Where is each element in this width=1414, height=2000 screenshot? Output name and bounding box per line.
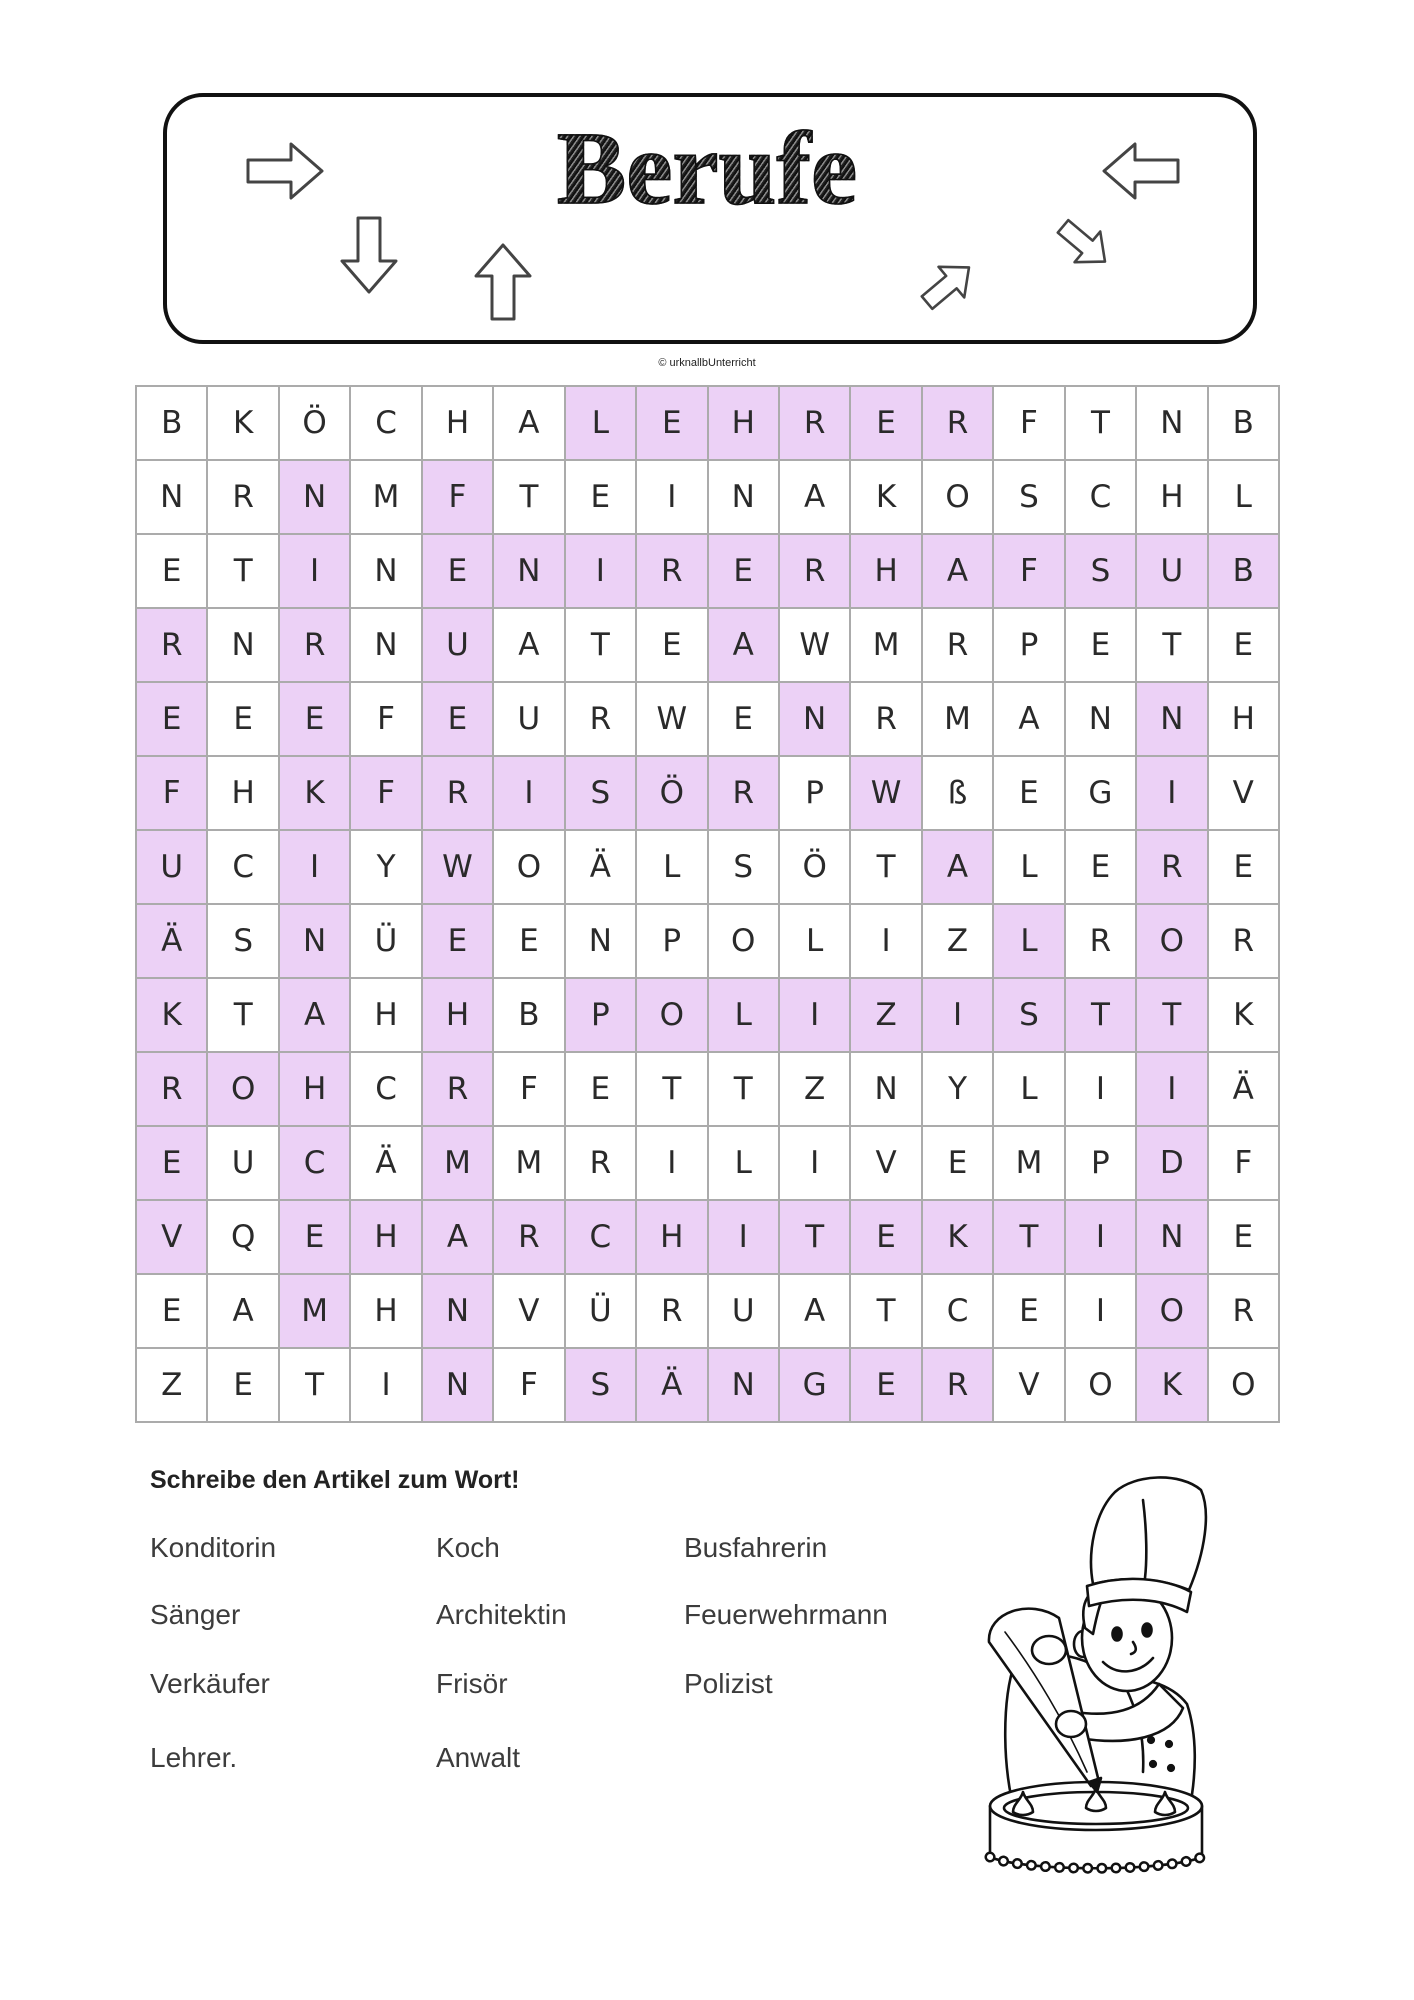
grid-cell: F: [137, 757, 208, 831]
grid-cell: E: [137, 1275, 208, 1349]
grid-cell: E: [280, 683, 351, 757]
grid-cell: E: [208, 683, 279, 757]
grid-cell: P: [1066, 1127, 1137, 1201]
grid-cell: W: [780, 609, 851, 683]
grid-cell: S: [994, 979, 1065, 1053]
grid-cell: V: [494, 1275, 565, 1349]
grid-cell: R: [280, 609, 351, 683]
word-item: Verkäufer: [150, 1668, 270, 1699]
grid-cell: Z: [780, 1053, 851, 1127]
grid-cell: O: [1137, 1275, 1208, 1349]
grid-cell: W: [851, 757, 922, 831]
word-item: Koch: [436, 1532, 500, 1563]
grid-cell: Ä: [566, 831, 637, 905]
grid-cell: E: [923, 1127, 994, 1201]
grid-cell: P: [780, 757, 851, 831]
word-item: Lehrer.: [150, 1742, 238, 1773]
grid-cell: N: [423, 1349, 494, 1423]
grid-cell: K: [1209, 979, 1280, 1053]
grid-cell: A: [923, 831, 994, 905]
grid-cell: U: [709, 1275, 780, 1349]
grid-cell: T: [709, 1053, 780, 1127]
grid-cell: T: [637, 1053, 708, 1127]
grid-cell: T: [1137, 979, 1208, 1053]
grid-cell: K: [923, 1201, 994, 1275]
grid-cell: Ä: [351, 1127, 422, 1201]
grid-cell: U: [423, 609, 494, 683]
word-item: Feuerwehrmann: [684, 1599, 888, 1630]
letter-grid: [135, 385, 1280, 1423]
grid-cell: H: [709, 387, 780, 461]
grid-cell: S: [709, 831, 780, 905]
grid-cell: E: [137, 535, 208, 609]
grid-cell: T: [994, 1201, 1065, 1275]
grid-cell: I: [851, 905, 922, 979]
grid-cell: E: [1066, 609, 1137, 683]
grid-cell: E: [1066, 831, 1137, 905]
grid-cell: E: [851, 387, 922, 461]
grid-cell: O: [1137, 905, 1208, 979]
grid-cell: E: [637, 609, 708, 683]
grid-cell: A: [494, 609, 565, 683]
grid-cell: K: [137, 979, 208, 1053]
grid-cell: R: [423, 1053, 494, 1127]
grid-cell: F: [494, 1349, 565, 1423]
grid-cell: Y: [351, 831, 422, 905]
grid-cell: S: [566, 1349, 637, 1423]
grid-cell: I: [566, 535, 637, 609]
grid-cell: T: [1066, 387, 1137, 461]
grid-cell: E: [566, 1053, 637, 1127]
grid-cell: R: [1209, 1275, 1280, 1349]
grid-cell: O: [494, 831, 565, 905]
grid-cell: I: [280, 831, 351, 905]
grid-cell: S: [994, 461, 1065, 535]
grid-cell: A: [423, 1201, 494, 1275]
grid-cell: N: [423, 1275, 494, 1349]
grid-cell: N: [709, 461, 780, 535]
grid-cell: B: [1209, 535, 1280, 609]
grid-cell: A: [780, 461, 851, 535]
grid-cell: R: [923, 387, 994, 461]
grid-cell: I: [637, 461, 708, 535]
grid-cell: A: [709, 609, 780, 683]
grid-cell: H: [208, 757, 279, 831]
grid-cell: N: [280, 461, 351, 535]
grid-cell: V: [994, 1349, 1065, 1423]
grid-cell: Ö: [637, 757, 708, 831]
grid-cell: F: [351, 757, 422, 831]
grid-cell: E: [494, 905, 565, 979]
grid-cell: N: [137, 461, 208, 535]
arrow-down-icon: [338, 215, 400, 295]
grid-cell: V: [851, 1127, 922, 1201]
grid-cell: H: [423, 387, 494, 461]
grid-cell: K: [1137, 1349, 1208, 1423]
grid-cell: L: [566, 387, 637, 461]
grid-cell: K: [208, 387, 279, 461]
grid-cell: T: [208, 535, 279, 609]
grid-cell: M: [923, 683, 994, 757]
grid-cell: W: [423, 831, 494, 905]
grid-cell: A: [923, 535, 994, 609]
grid-cell: F: [351, 683, 422, 757]
grid-cell: R: [780, 387, 851, 461]
grid-cell: Q: [208, 1201, 279, 1275]
grid-cell: L: [780, 905, 851, 979]
grid-cell: H: [351, 1201, 422, 1275]
grid-cell: I: [709, 1201, 780, 1275]
grid-cell: N: [709, 1349, 780, 1423]
grid-cell: L: [709, 979, 780, 1053]
grid-cell: R: [851, 683, 922, 757]
grid-cell: K: [851, 461, 922, 535]
grid-cell: E: [423, 535, 494, 609]
grid-cell: T: [1137, 609, 1208, 683]
grid-cell: Ä: [137, 905, 208, 979]
grid-cell: T: [851, 831, 922, 905]
grid-cell: C: [208, 831, 279, 905]
grid-cell: F: [423, 461, 494, 535]
chef-hat: [1087, 1477, 1206, 1612]
grid-cell: Z: [137, 1349, 208, 1423]
grid-cell: R: [1137, 831, 1208, 905]
grid-cell: I: [637, 1127, 708, 1201]
grid-cell: N: [351, 609, 422, 683]
copyright-notice: © urknallbUnterricht: [658, 357, 756, 369]
grid-cell: E: [1209, 1201, 1280, 1275]
grid-cell: H: [1137, 461, 1208, 535]
grid-cell: I: [280, 535, 351, 609]
grid-cell: Ü: [566, 1275, 637, 1349]
grid-cell: M: [351, 461, 422, 535]
grid-cell: C: [280, 1127, 351, 1201]
grid-cell: E: [208, 1349, 279, 1423]
grid-cell: O: [208, 1053, 279, 1127]
grid-cell: G: [1066, 757, 1137, 831]
grid-cell: E: [994, 1275, 1065, 1349]
grid-cell: A: [280, 979, 351, 1053]
word-item: Busfahrerin: [684, 1532, 828, 1563]
cake: [990, 1782, 1202, 1868]
grid-cell: R: [780, 535, 851, 609]
grid-cell: E: [1209, 831, 1280, 905]
grid-cell: R: [1209, 905, 1280, 979]
grid-cell: R: [137, 609, 208, 683]
grid-cell: N: [851, 1053, 922, 1127]
grid-cell: O: [1209, 1349, 1280, 1423]
grid-cell: R: [423, 757, 494, 831]
grid-cell: U: [208, 1127, 279, 1201]
grid-cell: T: [1066, 979, 1137, 1053]
grid-cell: Ö: [780, 831, 851, 905]
grid-cell: I: [1137, 1053, 1208, 1127]
grid-cell: E: [709, 535, 780, 609]
grid-cell: T: [208, 979, 279, 1053]
grid-cell: O: [709, 905, 780, 979]
grid-cell: C: [1066, 461, 1137, 535]
grid-cell: K: [280, 757, 351, 831]
grid-cell: I: [1066, 1201, 1137, 1275]
grid-cell: S: [208, 905, 279, 979]
grid-cell: G: [780, 1349, 851, 1423]
grid-cell: R: [1066, 905, 1137, 979]
word-item: Anwalt: [436, 1742, 521, 1773]
grid-cell: I: [780, 979, 851, 1053]
grid-cell: R: [637, 1275, 708, 1349]
grid-cell: V: [1209, 757, 1280, 831]
grid-cell: C: [351, 387, 422, 461]
grid-cell: O: [1066, 1349, 1137, 1423]
grid-cell: E: [423, 683, 494, 757]
grid-cell: R: [923, 609, 994, 683]
page-title: Berufe: [0, 114, 1414, 224]
grid-cell: E: [137, 683, 208, 757]
grid-cell: N: [1137, 683, 1208, 757]
grid-cell: F: [1209, 1127, 1280, 1201]
grid-cell: B: [137, 387, 208, 461]
grid-cell: M: [994, 1127, 1065, 1201]
word-item: Frisör: [436, 1668, 508, 1699]
grid-cell: H: [351, 1275, 422, 1349]
grid-cell: E: [423, 905, 494, 979]
grid-cell: A: [780, 1275, 851, 1349]
grid-cell: E: [1209, 609, 1280, 683]
grid-cell: C: [566, 1201, 637, 1275]
grid-cell: A: [494, 387, 565, 461]
word-item: Polizist: [684, 1668, 773, 1699]
grid-cell: Ü: [351, 905, 422, 979]
grid-cell: R: [637, 535, 708, 609]
grid-cell: U: [137, 831, 208, 905]
grid-cell: E: [709, 683, 780, 757]
word-item: Sänger: [150, 1599, 241, 1630]
grid-cell: R: [709, 757, 780, 831]
grid-cell: L: [994, 1053, 1065, 1127]
arrow-left-icon: [1101, 140, 1181, 202]
grid-cell: I: [780, 1127, 851, 1201]
grid-cell: H: [351, 979, 422, 1053]
word-item: Architektin: [436, 1599, 567, 1630]
word-item: Konditorin: [150, 1532, 277, 1563]
grid-cell: Ä: [1209, 1053, 1280, 1127]
grid-cell: S: [566, 757, 637, 831]
grid-cell: T: [780, 1201, 851, 1275]
arrow-up-icon: [472, 242, 534, 322]
grid-cell: N: [1137, 1201, 1208, 1275]
grid-cell: U: [1137, 535, 1208, 609]
grid-cell: M: [423, 1127, 494, 1201]
grid-cell: P: [637, 905, 708, 979]
grid-cell: Ä: [637, 1349, 708, 1423]
grid-cell: I: [494, 757, 565, 831]
grid-cell: M: [280, 1275, 351, 1349]
grid-cell: N: [494, 535, 565, 609]
grid-cell: T: [566, 609, 637, 683]
grid-cell: N: [351, 535, 422, 609]
grid-cell: H: [423, 979, 494, 1053]
grid-cell: L: [1209, 461, 1280, 535]
grid-cell: R: [566, 683, 637, 757]
grid-cell: O: [637, 979, 708, 1053]
grid-cell: R: [137, 1053, 208, 1127]
grid-cell: P: [566, 979, 637, 1053]
grid-cell: C: [351, 1053, 422, 1127]
grid-cell: E: [280, 1201, 351, 1275]
grid-cell: N: [1137, 387, 1208, 461]
grid-cell: T: [494, 461, 565, 535]
grid-cell: R: [494, 1201, 565, 1275]
grid-cell: C: [923, 1275, 994, 1349]
grid-cell: B: [1209, 387, 1280, 461]
grid-cell: I: [1137, 757, 1208, 831]
grid-cell: N: [566, 905, 637, 979]
grid-cell: Ö: [280, 387, 351, 461]
grid-cell: U: [494, 683, 565, 757]
grid-cell: N: [208, 609, 279, 683]
grid-cell: V: [137, 1201, 208, 1275]
grid-cell: Z: [923, 905, 994, 979]
grid-cell: Y: [923, 1053, 994, 1127]
grid-cell: R: [208, 461, 279, 535]
grid-cell: F: [494, 1053, 565, 1127]
grid-cell: L: [994, 905, 1065, 979]
grid-cell: F: [994, 535, 1065, 609]
grid-cell: E: [637, 387, 708, 461]
grid-cell: I: [1066, 1053, 1137, 1127]
grid-cell: T: [280, 1349, 351, 1423]
grid-cell: H: [637, 1201, 708, 1275]
grid-cell: ß: [923, 757, 994, 831]
grid-cell: P: [994, 609, 1065, 683]
grid-cell: W: [637, 683, 708, 757]
grid-cell: E: [566, 461, 637, 535]
grid-cell: N: [780, 683, 851, 757]
grid-cell: I: [1066, 1275, 1137, 1349]
grid-cell: I: [923, 979, 994, 1053]
grid-cell: I: [351, 1349, 422, 1423]
grid-cell: A: [994, 683, 1065, 757]
grid-cell: E: [137, 1127, 208, 1201]
grid-cell: O: [923, 461, 994, 535]
grid-cell: R: [923, 1349, 994, 1423]
grid-cell: H: [280, 1053, 351, 1127]
chef-decorating-cake-icon: [975, 1472, 1215, 1882]
grid-cell: E: [851, 1349, 922, 1423]
grid-cell: H: [1209, 683, 1280, 757]
grid-cell: E: [851, 1201, 922, 1275]
arrow-right-icon: [245, 140, 325, 202]
grid-cell: B: [494, 979, 565, 1053]
chef-hand: [1056, 1711, 1086, 1737]
grid-cell: N: [280, 905, 351, 979]
grid-cell: D: [1137, 1127, 1208, 1201]
grid-cell: N: [1066, 683, 1137, 757]
grid-cell: S: [1066, 535, 1137, 609]
grid-cell: L: [994, 831, 1065, 905]
instruction-text: Schreibe den Artikel zum Wort!: [150, 1466, 520, 1494]
grid-cell: A: [208, 1275, 279, 1349]
grid-cell: Z: [851, 979, 922, 1053]
grid-cell: F: [994, 387, 1065, 461]
grid-cell: R: [566, 1127, 637, 1201]
grid-cell: E: [994, 757, 1065, 831]
chef-hand: [1032, 1636, 1066, 1664]
grid-cell: L: [709, 1127, 780, 1201]
grid-cell: H: [851, 535, 922, 609]
grid-cell: M: [494, 1127, 565, 1201]
grid-cell: T: [851, 1275, 922, 1349]
grid-cell: L: [637, 831, 708, 905]
grid-cell: M: [851, 609, 922, 683]
